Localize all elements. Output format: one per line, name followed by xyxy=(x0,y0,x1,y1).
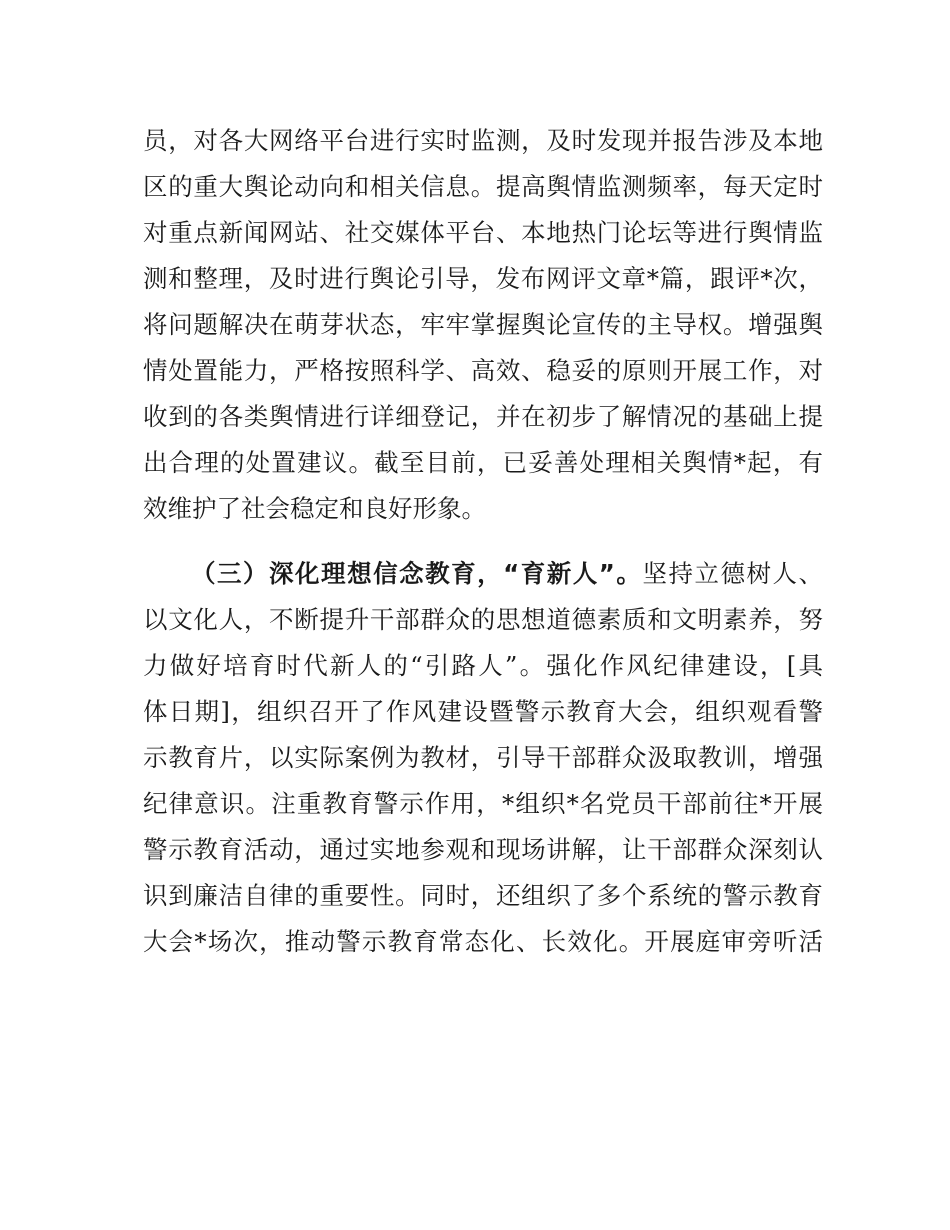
paragraph-line: 示教育片，以实际案例为教材，引导干部群众汲取教训，增强 xyxy=(143,743,823,772)
paragraph-line: 收到的各类舆情进行详细登记，并在初步了解情况的基础上提 xyxy=(143,402,823,431)
paragraph-line: 区的重大舆论动向和相关信息。提高舆情监测频率，每天定时 xyxy=(143,172,823,201)
paragraph-line: 以文化人，不断提升干部群众的思想道德素质和文明素养，努 xyxy=(143,605,823,634)
heading-continuation: 坚持立德树人、 xyxy=(642,559,824,588)
paragraph-line: 将问题解决在萌芽状态，牢牢掌握舆论宣传的主导权。增强舆 xyxy=(143,310,823,339)
paragraph-line: 情处置能力，严格按照科学、高效、稳妥的原则开展工作，对 xyxy=(143,356,823,385)
paragraph-line: 体日期]，组织召开了作风建设暨警示教育大会，组织观看警 xyxy=(143,697,823,726)
paragraph-line: 识到廉洁自律的重要性。同时，还组织了多个系统的警示教育 xyxy=(143,881,823,910)
section-heading: （三）深化理想信念教育，“育新人”。 xyxy=(191,559,643,588)
paragraph-line: 测和整理，及时进行舆论引导，发布网评文章*篇，跟评*次， xyxy=(143,264,823,293)
paragraph-line: 力做好培育时代新人的“引路人”。强化作风纪律建设，[具 xyxy=(143,651,823,680)
paragraph-line: 出合理的处置建议。截至目前，已妥善处理相关舆情*起，有 xyxy=(143,448,823,477)
paragraph-line: 警示教育活动，通过实地参观和现场讲解，让干部群众深刻认 xyxy=(143,835,823,864)
paragraph-first-line xyxy=(191,557,823,591)
paragraph-line: 大会*场次，推动警示教育常态化、长效化。开展庭审旁听活 xyxy=(143,927,823,956)
paragraph-line: 纪律意识。注重教育警示作用，*组织*名党员干部前往*开展 xyxy=(143,789,823,818)
paragraph-line: 员，对各大网络平台进行实时监测，及时发现并报告涉及本地 xyxy=(143,126,823,155)
paragraph-line: 效维护了社会稳定和良好形象。 xyxy=(143,494,486,523)
paragraph-line: 对重点新闻网站、社交媒体平台、本地热门论坛等进行舆情监 xyxy=(143,218,823,247)
